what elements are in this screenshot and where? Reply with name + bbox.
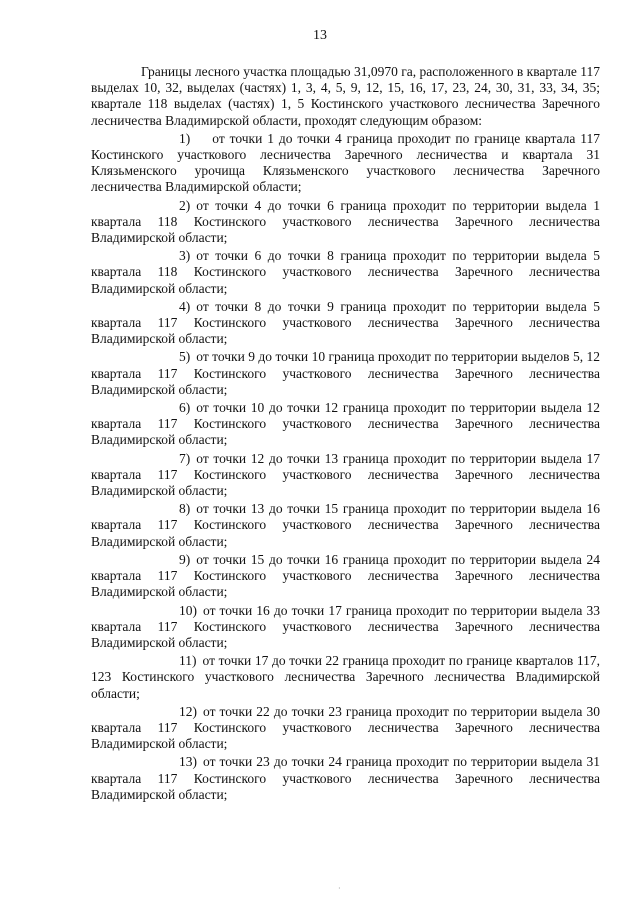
item-number: 3): [179, 248, 191, 264]
item-number: 1): [179, 130, 191, 146]
list-item: [91, 499, 600, 550]
item-text: от точки 12 до точки 13 граница проходит по территории выдела 17 квартала 117 Костинского участкового лесничества Заречного лесничества Владимирской области;: [91, 450, 600, 499]
item-number: 6): [179, 400, 191, 416]
item-number: 2): [179, 197, 191, 213]
item-text: от точки 15 до точки 16 граница проходит по территории выдела 24 квартала 117 Костинского участкового лесничества Заречного лесничества Владимирской области;: [91, 551, 600, 600]
list-item: [91, 550, 600, 601]
list-item: [91, 752, 600, 803]
item-number: 11): [179, 653, 197, 669]
list-item: [91, 651, 600, 702]
item-text: от точки 9 до точки 10 граница проходит по территории выделов 5, 12 квартала 117 Костинского участкового лесничества Заречного лесничества Владимирской области;: [91, 349, 600, 397]
list-item: [91, 601, 600, 652]
list-item: [91, 129, 600, 196]
list-item: [91, 398, 600, 449]
item-text: от точки 4 до точки 6 граница проходит по территории выдела 1 квартала 118 Костинского участкового лесничества Заречного лесничества Владимирской области;: [91, 197, 600, 246]
intro-paragraph: Границы лесного участка площадью 31,0970 га, расположенного в квартале 117 выделах 10, 32, выделах (частях) 1, 3, 4, 5, 9, 12, 15, 16, 17, 23, 24, 30, 31, 33, 34, 35; квартале 118 выделах (частях) 1, 5 Костинского участкового лесничества Заречного лесничества Владимирской области, проходят следующим образом:: [91, 64, 600, 128]
item-number: 8): [179, 501, 191, 517]
scan-artifact: ·: [338, 884, 341, 893]
item-text: от точки 17 до точки 22 граница проходит по границе кварталов 117, 123 Костинского участкового лесничества Заречного лесничества Владимирской области;: [91, 653, 600, 701]
list-item: [91, 196, 600, 247]
list-item: [91, 246, 600, 297]
item-number: 7): [179, 450, 191, 466]
list-item: [91, 347, 600, 398]
item-text: от точки 23 до точки 24 граница проходит по территории выдела 31 квартала 117 Костинского участкового лесничества Заречного лесничества Владимирской области;: [91, 754, 600, 802]
item-text: от точки 16 до точки 17 граница проходит по территории выдела 33 квартала 117 Костинского участкового лесничества Заречного лесничества Владимирской области;: [91, 602, 600, 650]
list-item: [91, 449, 600, 500]
item-text: от точки 22 до точки 23 граница проходит по территории выдела 30 квартала 117 Костинского участкового лесничества Заречного лесничества Владимирской области;: [91, 703, 600, 752]
list-item: [91, 702, 600, 753]
item-number: 10): [179, 602, 197, 618]
item-text: от точки 6 до точки 8 граница проходит по территории выдела 5 квартала 118 Костинского участкового лесничества Заречного лесничества Владимирской области;: [91, 248, 600, 296]
list-item: [91, 297, 600, 348]
item-text: от точки 1 до точки 4 граница проходит по границе квартала 117 Костинского участкового лесничества Заречного лесничества и квартала 31 Клязьменского урочища Клязьменского участкового лесничества Заречного лесничества Владимирской области;: [91, 130, 600, 195]
item-number: 5): [179, 349, 191, 365]
item-number: 12): [179, 703, 197, 719]
item-text: от точки 13 до точки 15 граница проходит по территории выдела 16 квартала 117 Костинского участкового лесничества Заречного лесничества Владимирской области;: [91, 501, 600, 549]
item-number: 4): [179, 298, 191, 314]
document-body: [91, 64, 600, 803]
item-number: 9): [179, 551, 191, 567]
item-text: от точки 10 до точки 12 граница проходит по территории выдела 12 квартала 117 Костинского участкового лесничества Заречного лесничества Владимирской области;: [91, 400, 600, 448]
item-text: от точки 8 до точки 9 граница проходит по территории выдела 5 квартала 117 Костинского участкового лесничества Заречного лесничества Владимирской области;: [91, 298, 600, 347]
page-number: 13: [313, 28, 327, 43]
item-number: 13): [179, 754, 197, 770]
